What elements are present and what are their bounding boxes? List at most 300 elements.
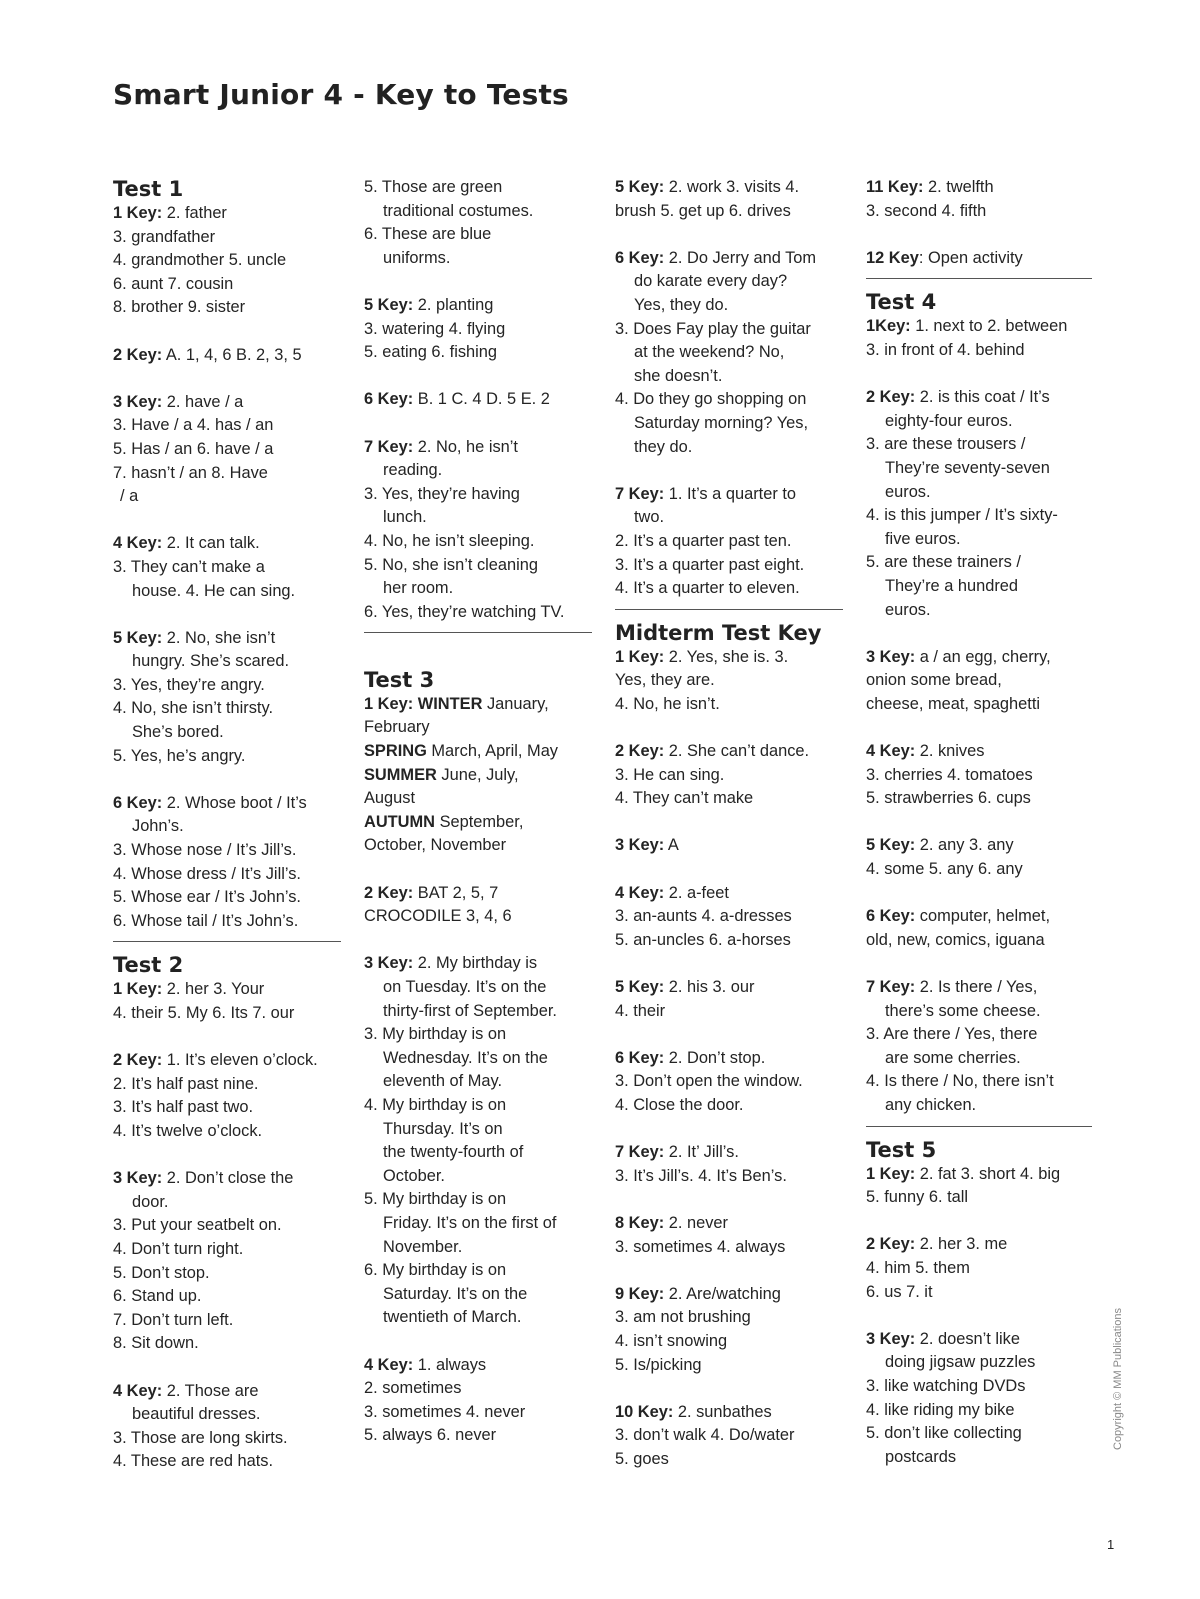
answer-line xyxy=(615,318,843,342)
answer-text: 4. They can’t make xyxy=(615,789,754,808)
answer-line xyxy=(866,764,1092,788)
answer-text: 1. It’s eleven o’clock. xyxy=(162,1051,318,1070)
answer-line xyxy=(113,580,341,604)
answer-line xyxy=(364,176,592,200)
answer-line xyxy=(113,674,341,698)
answer-text: 4. Whose dress / It’s Jill’s. xyxy=(113,864,301,883)
answer-line xyxy=(615,554,843,578)
answer-line xyxy=(364,506,592,530)
answer-line xyxy=(866,1257,1092,1281)
answer-text: 4. Do they go shopping on xyxy=(615,390,807,409)
key-label: 6 Key: xyxy=(615,248,665,267)
answer-line xyxy=(113,1191,341,1215)
answer-key-line xyxy=(866,315,1092,339)
answer-text: January, xyxy=(482,694,549,713)
answer-text: 3. Whose nose / It’s Jill’s. xyxy=(113,841,297,860)
key-label: 3 Key: xyxy=(113,1169,163,1188)
key-label: 11 Key: xyxy=(866,178,924,196)
answer-text: the twenty-fourth of xyxy=(383,1143,524,1162)
answer-line xyxy=(364,1236,592,1260)
spacer xyxy=(615,811,843,835)
answer-text: house. 4. He can sing. xyxy=(132,581,296,600)
answer-text: doing jigsaw puzzles xyxy=(885,1353,1036,1372)
answer-text: Wednesday. It’s on the xyxy=(383,1048,548,1067)
answer-text: 5. funny 6. tall xyxy=(866,1188,969,1207)
answer-text: Saturday morning? Yes, xyxy=(634,413,809,432)
answer-text: 1. next to 2. between xyxy=(910,317,1068,336)
answer-text: 5. goes xyxy=(615,1449,669,1468)
answer-text: 5. Whose ear / It’s John’s. xyxy=(113,888,301,907)
answer-text: BAT 2, 5, 7 xyxy=(413,883,499,902)
answer-line xyxy=(615,1094,843,1118)
spacer xyxy=(113,768,341,792)
answer-line xyxy=(364,716,592,740)
answer-line xyxy=(113,1073,341,1097)
spacer xyxy=(113,603,341,627)
answer-text: 3. like watching DVDs xyxy=(866,1376,1026,1395)
answer-text: 2. It’s a quarter past ten. xyxy=(615,531,792,550)
answer-text: Yes, they are. xyxy=(615,671,715,690)
answer-line xyxy=(364,1118,592,1142)
answer-text: 2. his 3. our xyxy=(664,978,755,996)
answer-line xyxy=(866,1281,1092,1305)
answer-line xyxy=(615,412,843,436)
answer-line xyxy=(615,787,843,811)
answer-text: 2. a-feet xyxy=(664,883,729,902)
answer-line xyxy=(866,599,1092,623)
answer-line xyxy=(615,577,843,601)
answer-text: reading. xyxy=(383,461,443,480)
answer-text: 3. in front of 4. behind xyxy=(866,340,1025,359)
spacer xyxy=(615,716,843,740)
answer-text: 2. Yes, she is. 3. xyxy=(664,647,789,666)
key-label: 10 Key: xyxy=(615,1402,674,1421)
answer-text: February xyxy=(364,718,430,737)
answer-line xyxy=(866,669,1092,693)
answer-line xyxy=(615,1330,843,1354)
answer-line xyxy=(364,834,592,858)
answer-line xyxy=(113,1120,341,1144)
answer-text: 7. Don’t turn left. xyxy=(113,1310,234,1329)
answer-text: 3. watering 4. flying xyxy=(364,319,506,338)
answer-line xyxy=(113,745,341,769)
answer-line xyxy=(615,1448,843,1472)
answer-text: 2. sunbathes xyxy=(673,1402,772,1421)
key-label: 7 Key: xyxy=(364,437,414,456)
answer-key-line xyxy=(364,740,592,764)
answer-text: Yes, they do. xyxy=(634,295,729,314)
answer-line xyxy=(364,1070,592,1094)
answer-text: 6. Yes, they’re watching TV. xyxy=(364,602,565,621)
answer-text: 3. second 4. fifth xyxy=(866,201,987,220)
key-label: 2 Key: xyxy=(866,388,916,407)
answer-text: 2. her 3. Your xyxy=(162,980,265,999)
answer-line xyxy=(615,1306,843,1330)
answer-text: 4. It’s a quarter to eleven. xyxy=(615,579,800,598)
answer-line xyxy=(615,270,843,294)
answer-line xyxy=(113,650,341,674)
spacer xyxy=(615,1259,843,1283)
answer-text: 2. is this coat / It’s xyxy=(915,388,1050,407)
answer-line xyxy=(113,721,341,745)
answer-line xyxy=(866,1351,1092,1375)
answer-text: 3. Have / a 4. has / an xyxy=(113,416,274,435)
key-label: WINTER xyxy=(417,694,483,713)
key-label: 4 Key: xyxy=(364,1355,414,1374)
answer-text: 3. Don’t open the window. xyxy=(615,1072,803,1091)
answer-text: eleventh of May. xyxy=(383,1072,503,1091)
answer-text: 2. doesn’t like xyxy=(915,1329,1020,1348)
spacer xyxy=(866,363,1092,387)
answer-text: any chicken. xyxy=(885,1095,977,1114)
answer-text: 4. grandmother 5. uncle xyxy=(113,251,287,270)
answer-text: 1. always xyxy=(413,1355,487,1374)
answer-line xyxy=(113,910,341,934)
key-label: 3 Key: xyxy=(615,836,665,855)
spacer xyxy=(615,952,843,976)
answer-line xyxy=(866,504,1092,528)
answer-text: 4. No, she isn’t thirsty. xyxy=(113,699,274,718)
answer-key-line xyxy=(866,386,1092,410)
answer-text: 4. is this jumper / It’s sixty- xyxy=(866,506,1058,525)
answer-key-line xyxy=(615,1283,843,1307)
answer-line xyxy=(364,530,592,554)
key-label: 6 Key: xyxy=(364,390,414,409)
answer-line xyxy=(364,787,592,811)
answer-line xyxy=(113,273,341,297)
spacer xyxy=(866,882,1092,906)
key-label: 4 Key: xyxy=(113,1381,163,1400)
section-divider xyxy=(615,609,843,610)
key-label: 1 Key: xyxy=(364,694,414,713)
test-heading: Test 2 xyxy=(113,953,184,978)
answer-key-line xyxy=(615,740,843,764)
key-label: SPRING xyxy=(364,742,427,761)
answer-text: 5. My birthday is on xyxy=(364,1190,507,1209)
answer-text: 2. No, she isn’t xyxy=(162,628,276,647)
answer-key-line xyxy=(866,976,1092,1000)
answer-text: 4. some 5. any 6. any xyxy=(866,860,1023,879)
answer-line xyxy=(615,1070,843,1094)
answer-text: 4. like riding my bike xyxy=(866,1400,1015,1419)
spacer xyxy=(113,509,341,533)
answer-line xyxy=(866,787,1092,811)
answer-line xyxy=(866,1399,1092,1423)
answer-line xyxy=(866,575,1092,599)
answer-line xyxy=(113,839,341,863)
answer-text: 2. Are/watching xyxy=(664,1284,781,1303)
key-label: 1 Key: xyxy=(113,204,163,222)
spacer xyxy=(615,1377,843,1401)
answer-text: 6. aunt 7. cousin xyxy=(113,274,234,293)
spacer xyxy=(615,1188,843,1212)
key-label: AUTUMN xyxy=(364,812,436,831)
key-label: 1 Key: xyxy=(866,1164,916,1183)
key-label: 12 Key xyxy=(866,248,919,267)
answer-key-line xyxy=(364,764,592,788)
answer-text: on Tuesday. It’s on the xyxy=(383,978,547,996)
answer-text: 2. father xyxy=(162,204,227,222)
answer-line xyxy=(113,556,341,580)
answer-line xyxy=(615,294,843,318)
test-heading: Test 4 xyxy=(866,290,937,315)
answer-key-line xyxy=(364,693,592,717)
answer-line xyxy=(866,693,1092,717)
key-label: 4 Key: xyxy=(615,883,665,902)
answer-text: five euros. xyxy=(885,529,961,548)
answer-text: 2. Don’t stop. xyxy=(664,1048,766,1067)
answer-text: 2. never xyxy=(664,1213,728,1232)
answer-line xyxy=(615,388,843,412)
answer-text: 2. It can talk. xyxy=(162,534,260,553)
answer-key-line xyxy=(615,882,843,906)
answer-line xyxy=(364,1000,592,1024)
answer-key-line xyxy=(866,646,1092,670)
answer-key-line xyxy=(615,483,843,507)
answer-line xyxy=(615,365,843,389)
answer-key-line xyxy=(113,978,341,1002)
spacer xyxy=(364,412,592,436)
answer-line xyxy=(866,200,1092,224)
answer-text: 4. My birthday is on xyxy=(364,1095,507,1114)
key-label: SUMMER xyxy=(364,765,437,784)
key-label: 6 Key: xyxy=(113,793,163,812)
key-label: 1 Key: xyxy=(615,647,665,666)
answer-text: eighty-four euros. xyxy=(885,411,1013,430)
answer-text: her room. xyxy=(383,579,454,598)
answer-text: 2. work 3. visits 4. xyxy=(664,178,800,196)
spacer xyxy=(364,1330,592,1354)
key-label: 5 Key: xyxy=(615,178,665,196)
answer-line xyxy=(615,506,843,530)
answer-key-line xyxy=(866,1233,1092,1257)
answer-text: hungry. She’s scared. xyxy=(132,652,290,671)
answer-line xyxy=(866,1000,1092,1024)
spacer xyxy=(364,270,592,294)
answer-text: 2. It’s half past nine. xyxy=(113,1074,259,1093)
answer-line xyxy=(364,1188,592,1212)
answer-key-line xyxy=(866,1328,1092,1352)
answer-line xyxy=(866,1047,1092,1071)
key-label: 3 Key: xyxy=(113,392,163,411)
answer-text: do karate every day? xyxy=(634,272,788,291)
answer-text: 3. Are there / Yes, there xyxy=(866,1025,1038,1044)
answer-text: 2. fat 3. short 4. big xyxy=(915,1164,1061,1183)
answer-text: 6. Stand up. xyxy=(113,1287,202,1306)
answer-line xyxy=(866,1094,1092,1118)
answer-line xyxy=(364,200,592,224)
answer-text: postcards xyxy=(885,1447,957,1466)
key-label: 4 Key: xyxy=(866,742,916,761)
answer-line xyxy=(113,863,341,887)
answer-key-line xyxy=(113,202,341,226)
answer-line xyxy=(615,1354,843,1378)
answer-key-line xyxy=(364,294,592,318)
answer-text: 4. him 5. them xyxy=(866,1258,970,1277)
answer-text: 2. Whose boot / It’s xyxy=(162,793,307,812)
answer-line xyxy=(615,669,843,693)
spacer xyxy=(113,1144,341,1168)
key-label: 4 Key: xyxy=(113,534,163,553)
spacer xyxy=(113,1356,341,1380)
answer-column-2 xyxy=(364,176,592,1448)
answer-key-line xyxy=(364,811,592,835)
answer-text: computer, helmet, xyxy=(915,907,1051,926)
answer-line xyxy=(364,1165,592,1189)
answer-text: September, xyxy=(435,812,524,831)
key-label: 2 Key: xyxy=(364,883,414,902)
answer-text: euros. xyxy=(885,600,931,619)
answer-line xyxy=(364,1283,592,1307)
answer-key-line xyxy=(113,344,341,368)
key-label: 2 Key: xyxy=(113,1051,163,1070)
answer-line xyxy=(615,764,843,788)
answer-text: 1. It’s a quarter to xyxy=(664,484,797,503)
spacer xyxy=(866,1210,1092,1234)
answer-key-line xyxy=(615,976,843,1000)
page-number: 1 xyxy=(1107,1537,1115,1552)
answer-line xyxy=(113,296,341,320)
answer-line xyxy=(364,1306,592,1330)
answer-text: 3. cherries 4. tomatoes xyxy=(866,765,1033,784)
key-label: 2 Key: xyxy=(866,1235,916,1254)
spacer xyxy=(364,643,592,667)
answer-text: 6. My birthday is on xyxy=(364,1261,507,1280)
spacer xyxy=(113,320,341,344)
answer-text: 7. hasn’t / an 8. Have xyxy=(113,463,268,482)
answer-text: 5. don’t like collecting xyxy=(866,1424,1022,1443)
key-label: 6 Key: xyxy=(615,1048,665,1067)
answer-text: 3. It’s half past two. xyxy=(113,1098,254,1117)
answer-line xyxy=(364,601,592,625)
answer-text: 4. No, he isn’t sleeping. xyxy=(364,531,535,550)
answer-line xyxy=(615,905,843,929)
answer-key-line xyxy=(113,792,341,816)
answer-text: 3. They can’t make a xyxy=(113,557,265,576)
answer-text: 8. brother 9. sister xyxy=(113,298,246,317)
key-label: 1Key: xyxy=(866,317,911,336)
answer-line xyxy=(866,457,1092,481)
test-heading: Test 3 xyxy=(364,667,435,692)
answer-key-line xyxy=(113,391,341,415)
answer-text: cheese, meat, spaghetti xyxy=(866,694,1041,713)
answer-line xyxy=(866,929,1092,953)
answer-text: a / an egg, cherry, xyxy=(915,647,1051,666)
answer-text: 6. These are blue xyxy=(364,225,492,244)
spacer xyxy=(866,622,1092,646)
answer-text: 3. Those are long skirts. xyxy=(113,1428,288,1447)
answer-text: 2. have / a xyxy=(162,392,244,411)
answer-key-line xyxy=(615,834,843,858)
page-title: Smart Junior 4 - Key to Tests xyxy=(113,78,569,111)
answer-text: 3. He can sing. xyxy=(615,765,725,784)
key-label: 2 Key: xyxy=(113,345,163,364)
answer-text: 3. Does Fay play the guitar xyxy=(615,319,811,338)
answer-line xyxy=(364,976,592,1000)
spacer xyxy=(615,223,843,247)
key-label: 3 Key: xyxy=(364,954,414,973)
key-label: 1 Key: xyxy=(113,980,163,999)
copyright-notice: Copyright © MM Publications xyxy=(1112,1308,1124,1450)
key-label: 3 Key: xyxy=(866,647,916,666)
answer-text: November. xyxy=(383,1237,463,1256)
answer-text: 5. Has / an 6. have / a xyxy=(113,439,274,458)
answer-text: onion some bread, xyxy=(866,671,1002,690)
answer-text: 3. It’s Jill’s. 4. It’s Ben’s. xyxy=(615,1166,787,1185)
answer-line xyxy=(113,485,341,509)
answer-text: 5. No, she isn’t cleaning xyxy=(364,555,539,574)
key-label: 7 Key: xyxy=(615,484,665,503)
answer-line xyxy=(615,1000,843,1024)
answer-key-line xyxy=(364,952,592,976)
answer-text: 3. sometimes 4. always xyxy=(615,1237,786,1256)
answer-text: 4. No, he isn’t. xyxy=(615,694,720,713)
answer-key-line xyxy=(615,247,843,271)
answer-text: 4. their xyxy=(615,1001,666,1020)
test-heading: Midterm Test Key xyxy=(615,620,822,645)
answer-text: 2. planting xyxy=(413,295,494,314)
answer-text: at the weekend? No, xyxy=(634,343,785,362)
answer-text: 3. Yes, they’re having xyxy=(364,484,520,503)
answer-text: 2. My birthday is xyxy=(413,954,538,973)
answer-line xyxy=(364,247,592,271)
answer-line xyxy=(364,1023,592,1047)
answer-text: 5. Those are green xyxy=(364,178,503,196)
answer-line xyxy=(113,697,341,721)
answer-text: thirty-first of September. xyxy=(383,1001,557,1020)
answer-text: 4. These are red hats. xyxy=(113,1452,274,1471)
key-label: 2 Key: xyxy=(615,742,665,761)
answer-text: 6. Whose tail / It’s John’s. xyxy=(113,911,299,930)
key-label: 5 Key: xyxy=(615,978,665,996)
answer-text: : Open activity xyxy=(918,248,1023,267)
answer-text: 2. She can’t dance. xyxy=(664,742,810,761)
answer-text: 4. Close the door. xyxy=(615,1095,744,1114)
answer-line xyxy=(866,410,1092,434)
answer-text: traditional costumes. xyxy=(383,201,534,220)
answer-text: 3. My birthday is on xyxy=(364,1025,507,1044)
answer-line xyxy=(866,1186,1092,1210)
answer-line xyxy=(866,1070,1092,1094)
answer-key-line xyxy=(615,176,843,200)
answer-text: She’s bored. xyxy=(132,723,224,742)
answer-text: 2. Is there / Yes, xyxy=(915,978,1038,996)
answer-text: euros. xyxy=(885,482,931,501)
answer-key-line xyxy=(866,176,1092,200)
answer-line xyxy=(615,693,843,717)
answer-text: there’s some cheese. xyxy=(885,1001,1041,1020)
answer-line xyxy=(113,226,341,250)
answer-line xyxy=(866,433,1092,457)
answer-text: Thursday. It’s on xyxy=(383,1119,503,1138)
answer-line xyxy=(615,929,843,953)
answer-line xyxy=(113,1285,341,1309)
spacer xyxy=(615,858,843,882)
section-divider xyxy=(364,632,592,633)
answer-text: 2. sometimes xyxy=(364,1379,462,1398)
answer-text: 5. Yes, he’s angry. xyxy=(113,746,246,765)
section-divider xyxy=(113,941,341,942)
key-label: 7 Key: xyxy=(866,978,916,996)
answer-text: March, April, May xyxy=(426,742,559,761)
spacer xyxy=(866,1304,1092,1328)
answer-text: brush 5. get up 6. drives xyxy=(615,201,791,220)
answer-text: October. xyxy=(383,1166,445,1185)
answer-line xyxy=(113,1403,341,1427)
answer-text: 5. Don’t stop. xyxy=(113,1263,210,1282)
answer-key-line xyxy=(113,532,341,556)
answer-line xyxy=(615,1236,843,1260)
